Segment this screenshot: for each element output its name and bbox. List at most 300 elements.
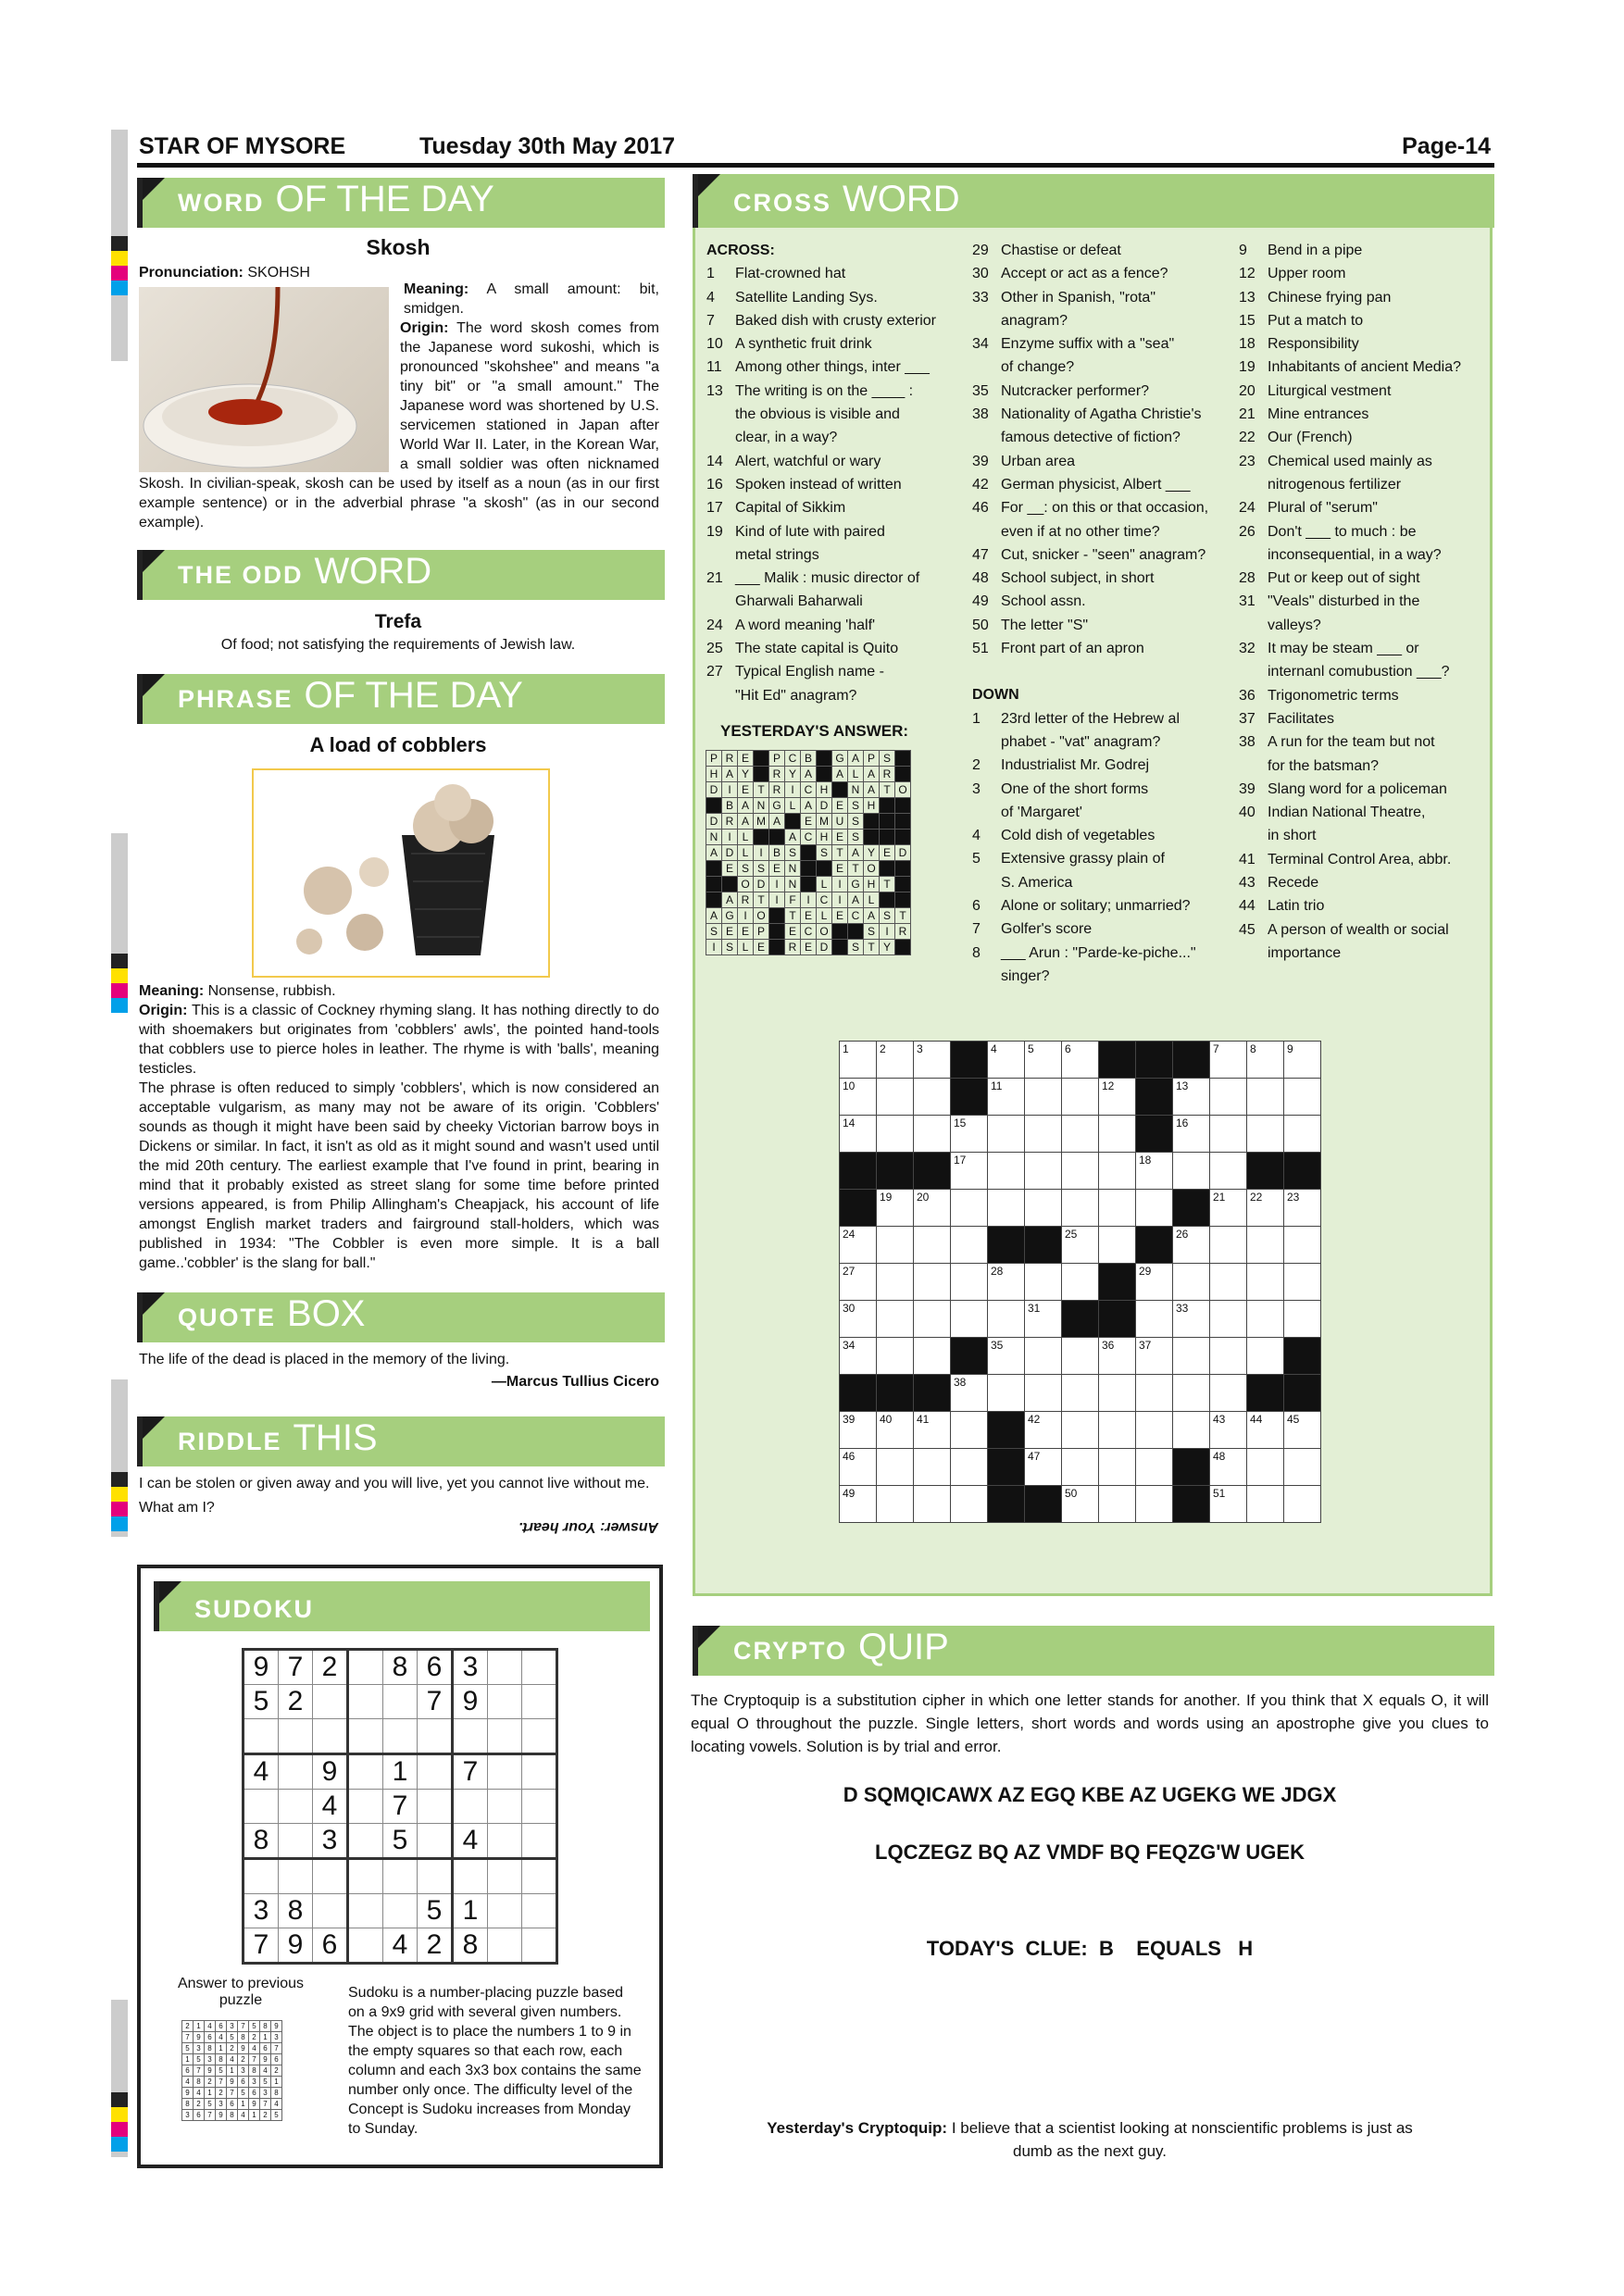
crossword-cell[interactable] bbox=[1062, 1375, 1099, 1412]
crossword-cell[interactable] bbox=[1062, 1079, 1099, 1116]
crossword-cell[interactable] bbox=[914, 1449, 951, 1486]
crossword-cell[interactable] bbox=[1210, 1116, 1247, 1153]
crossword-cell[interactable] bbox=[1284, 1449, 1321, 1486]
crossword-cell[interactable] bbox=[1247, 1264, 1284, 1301]
crossword-cell[interactable] bbox=[1025, 1375, 1062, 1412]
crossword-cell[interactable]: 26 bbox=[1173, 1227, 1210, 1264]
phrase-meaning: Meaning: Nonsense, rubbish. Origin: This is a classic of Cockney rhyming slang. It has nothing directly to do with shoemakers but originates from 'cobblers' awls', the pointed hand-tools that cobblers use to pierce holes in leather. The rhyme is with 'balls', meaning testicles. The phrase is often reduced to simply 'cobblers', which is now considered an acceptable vulgarism, as many may not be aware of its origin. 'Cobblers' sounds as though it might have been said by cheeky Victorian barrow boys in Dickens or similar. In fact, it isn't as old as it might sound and wasn't used until the mid 20th century. The earliest example that I've found in print, bearing in mind that it probably existed as street slang for some time before printed versions appeared, is from Philip Allingham's Cheapjack, his account of life amongst English market traders and fairground stall-holders, which was published in 1934: "The Cobbler is even more simple. It is a ball game..'cobbler' is the slang for ball." bbox=[139, 983, 660, 1271]
sudoku-cell[interactable] bbox=[348, 1894, 383, 1928]
crossword-cell[interactable] bbox=[1247, 1338, 1284, 1375]
crossword-cell[interactable]: 51 bbox=[1210, 1486, 1247, 1523]
crossword-cell[interactable] bbox=[877, 1264, 914, 1301]
crossword-cell[interactable] bbox=[877, 1338, 914, 1375]
crossword-cell[interactable] bbox=[1136, 1412, 1173, 1449]
crossword-cell[interactable]: 2 bbox=[877, 1042, 914, 1079]
sudoku-cell[interactable] bbox=[348, 1790, 383, 1824]
answer-cell: A bbox=[801, 767, 817, 782]
crossword-cell[interactable]: 24 bbox=[840, 1227, 877, 1264]
crossword-cell[interactable] bbox=[1136, 1375, 1173, 1412]
crossword-cell[interactable] bbox=[1173, 1412, 1210, 1449]
answer-cell: A bbox=[848, 892, 864, 908]
crossword-cell[interactable]: 43 bbox=[1210, 1412, 1247, 1449]
clue-item: famous detective of fiction? bbox=[1001, 430, 1181, 446]
prev-sudoku-cell: 2 bbox=[249, 2032, 260, 2043]
answer-cell: O bbox=[738, 877, 754, 892]
sudoku-cell[interactable] bbox=[244, 1790, 279, 1824]
crossword-cell[interactable] bbox=[988, 1116, 1025, 1153]
crossword-block bbox=[1247, 1153, 1284, 1190]
crossword-cell[interactable]: 42 bbox=[1025, 1412, 1062, 1449]
sudoku-cell[interactable] bbox=[348, 1754, 383, 1790]
crossword-cell[interactable] bbox=[951, 1449, 988, 1486]
sudoku-cell: 1 bbox=[383, 1754, 418, 1790]
answer-cell: P bbox=[706, 751, 722, 767]
crossword-cell[interactable] bbox=[1062, 1264, 1099, 1301]
crossword-cell[interactable]: 22 bbox=[1247, 1190, 1284, 1227]
crossword-cell[interactable]: 11 bbox=[988, 1079, 1025, 1116]
sudoku-cell[interactable] bbox=[279, 1824, 313, 1859]
crossword-cell[interactable] bbox=[1099, 1190, 1136, 1227]
clue-item: 1 Flat-crowned hat bbox=[706, 266, 846, 282]
crossword-cell[interactable] bbox=[1210, 1153, 1247, 1190]
clue-item: 4 Cold dish of vegetables bbox=[972, 828, 1156, 844]
crossword-cell[interactable] bbox=[1247, 1116, 1284, 1153]
clue-item: of change? bbox=[1001, 359, 1075, 376]
crossword-cell[interactable] bbox=[1247, 1486, 1284, 1523]
sudoku-cell[interactable] bbox=[453, 1859, 488, 1894]
prev-sudoku-cell: 4 bbox=[194, 2088, 205, 2099]
crossword-cell[interactable] bbox=[1210, 1264, 1247, 1301]
crossword-cell[interactable] bbox=[1099, 1486, 1136, 1523]
sudoku-cell[interactable] bbox=[522, 1754, 557, 1790]
sudoku-cell[interactable] bbox=[348, 1685, 383, 1719]
crossword-cell[interactable] bbox=[1247, 1449, 1284, 1486]
crossword-cell[interactable]: 15 bbox=[951, 1116, 988, 1153]
sudoku-cell[interactable] bbox=[453, 1719, 488, 1754]
crossword-cell[interactable] bbox=[1099, 1412, 1136, 1449]
crossword-cell[interactable]: 34 bbox=[840, 1338, 877, 1375]
crossword-block bbox=[1173, 1449, 1210, 1486]
crossword-cell[interactable] bbox=[951, 1301, 988, 1338]
crossword-cell[interactable] bbox=[1173, 1153, 1210, 1190]
prev-sudoku-cell: 6 bbox=[260, 2043, 271, 2054]
crossword-cell[interactable] bbox=[951, 1486, 988, 1523]
sudoku-cell[interactable] bbox=[418, 1824, 453, 1859]
answer-cell: L bbox=[738, 845, 754, 861]
crossword-cell[interactable]: 16 bbox=[1173, 1116, 1210, 1153]
sudoku-grid[interactable] bbox=[242, 1648, 558, 1965]
crossword-cell[interactable] bbox=[877, 1486, 914, 1523]
crossword-cell[interactable] bbox=[877, 1301, 914, 1338]
crossword-cell[interactable] bbox=[1025, 1079, 1062, 1116]
crossword-cell[interactable] bbox=[1284, 1079, 1321, 1116]
answer-cell: S bbox=[848, 830, 864, 845]
crossword-cell[interactable] bbox=[1247, 1079, 1284, 1116]
crossword-cell[interactable]: 3 bbox=[914, 1042, 951, 1079]
answer-cell: M bbox=[817, 814, 832, 830]
sudoku-cell[interactable] bbox=[279, 1859, 313, 1894]
crossword-cell[interactable] bbox=[877, 1449, 914, 1486]
crossword-cell[interactable] bbox=[1136, 1190, 1173, 1227]
clue-item: 44 Latin trio bbox=[1239, 898, 1325, 915]
sudoku-cell: 4 bbox=[244, 1754, 279, 1790]
crossword-cell[interactable] bbox=[1247, 1301, 1284, 1338]
crossword-cell[interactable] bbox=[1062, 1116, 1099, 1153]
crossword-cell[interactable]: 8 bbox=[1247, 1042, 1284, 1079]
crossword-cell[interactable] bbox=[951, 1190, 988, 1227]
sudoku-cell: 5 bbox=[418, 1894, 453, 1928]
answer-cell: S bbox=[738, 861, 754, 877]
sudoku-cell[interactable] bbox=[488, 1859, 522, 1894]
crossword-cell[interactable] bbox=[1062, 1412, 1099, 1449]
sudoku-cell: 9 bbox=[453, 1685, 488, 1719]
crossword-cell[interactable]: 36 bbox=[1099, 1338, 1136, 1375]
sudoku-cell[interactable] bbox=[348, 1719, 383, 1754]
clue-item: 39 Slang word for a policeman bbox=[1239, 780, 1447, 797]
answer-block bbox=[754, 830, 769, 845]
crossword-cell[interactable]: 29 bbox=[1136, 1264, 1173, 1301]
crossword-cell[interactable]: 25 bbox=[1062, 1227, 1099, 1264]
crossword-cell[interactable]: 27 bbox=[840, 1264, 877, 1301]
crossword-cell[interactable] bbox=[1099, 1449, 1136, 1486]
crossword-cell[interactable]: 13 bbox=[1173, 1079, 1210, 1116]
answer-cell: C bbox=[801, 924, 817, 940]
answer-cell: T bbox=[864, 940, 880, 955]
answer-cell: S bbox=[848, 814, 864, 830]
sudoku-cell[interactable] bbox=[279, 1754, 313, 1790]
crossword-cell[interactable]: 21 bbox=[1210, 1190, 1247, 1227]
crossword-cell[interactable] bbox=[988, 1153, 1025, 1190]
crossword-cell[interactable] bbox=[1210, 1079, 1247, 1116]
sudoku-cell[interactable] bbox=[522, 1719, 557, 1754]
crossword-cell[interactable] bbox=[877, 1116, 914, 1153]
sudoku-cell[interactable] bbox=[418, 1754, 453, 1790]
answer-cell: I bbox=[769, 892, 785, 908]
prev-sudoku-cell: 9 bbox=[227, 2077, 238, 2088]
answer-cell: B bbox=[801, 751, 817, 767]
sudoku-cell[interactable] bbox=[244, 1859, 279, 1894]
crossword-cell[interactable]: 40 bbox=[877, 1412, 914, 1449]
sudoku-cell[interactable] bbox=[313, 1685, 348, 1719]
crossword-cell[interactable] bbox=[1284, 1116, 1321, 1153]
prev-sudoku-cell: 8 bbox=[249, 2065, 260, 2077]
clue-item: 22 Our (French) bbox=[1239, 430, 1353, 446]
color-mark bbox=[111, 2137, 128, 2152]
sudoku-cell[interactable] bbox=[383, 1685, 418, 1719]
sudoku-cell: 6 bbox=[418, 1650, 453, 1685]
answer-cell: E bbox=[832, 908, 848, 924]
sudoku-cell[interactable] bbox=[279, 1719, 313, 1754]
sudoku-cell[interactable] bbox=[488, 1790, 522, 1824]
answer-cell: A bbox=[722, 767, 738, 782]
crossword-cell[interactable] bbox=[988, 1375, 1025, 1412]
answer-cell: E bbox=[832, 830, 848, 845]
clue-item: 26 Don't ___ to much : be bbox=[1239, 523, 1417, 540]
prev-sudoku-cell: 1 bbox=[260, 2032, 271, 2043]
answer-cell: T bbox=[880, 782, 895, 798]
crossword-cell[interactable]: 35 bbox=[988, 1338, 1025, 1375]
answer-cell: I bbox=[706, 940, 722, 955]
crossword-cell[interactable] bbox=[914, 1301, 951, 1338]
crossword-cell[interactable] bbox=[1099, 1227, 1136, 1264]
prev-sudoku-cell: 4 bbox=[249, 2043, 260, 2054]
answer-cell: R bbox=[722, 751, 738, 767]
crossword-cell[interactable] bbox=[1173, 1338, 1210, 1375]
crossword-cell[interactable]: 10 bbox=[840, 1079, 877, 1116]
crossword-cell[interactable]: 14 bbox=[840, 1116, 877, 1153]
answer-cell: L bbox=[785, 798, 801, 814]
word-of-day-word: Skosh bbox=[366, 235, 431, 259]
crossword-cell[interactable] bbox=[988, 1301, 1025, 1338]
crossword-cell[interactable] bbox=[1173, 1264, 1210, 1301]
sudoku-cell[interactable] bbox=[313, 1719, 348, 1754]
sudoku-cell[interactable] bbox=[279, 1790, 313, 1824]
sudoku-cell[interactable] bbox=[488, 1650, 522, 1685]
sudoku-cell[interactable] bbox=[418, 1859, 453, 1894]
crossword-cell[interactable]: 39 bbox=[840, 1412, 877, 1449]
clue-item: "Hit Ed" anagram? bbox=[735, 687, 857, 704]
color-mark bbox=[111, 266, 128, 281]
crossword-cell[interactable] bbox=[914, 1227, 951, 1264]
prev-sudoku-cell: 8 bbox=[238, 2032, 249, 2043]
crossword-cell[interactable] bbox=[1062, 1449, 1099, 1486]
clue-item: inconsequential, in a way? bbox=[1268, 546, 1442, 563]
crossword-cell[interactable]: 50 bbox=[1062, 1486, 1099, 1523]
prev-sudoku-cell: 1 bbox=[205, 2088, 216, 2099]
sudoku-cell[interactable] bbox=[348, 1859, 383, 1894]
crossword-cell[interactable] bbox=[1247, 1227, 1284, 1264]
clue-item: 40 Indian National Theatre, bbox=[1239, 805, 1426, 821]
sudoku-cell: 1 bbox=[453, 1894, 488, 1928]
sudoku-cell[interactable] bbox=[453, 1790, 488, 1824]
crossword-cell[interactable] bbox=[914, 1116, 951, 1153]
answer-block bbox=[817, 751, 832, 767]
previous-sudoku-grid bbox=[181, 2020, 282, 2121]
clue-item: 15 Put a match to bbox=[1239, 312, 1364, 329]
crossword-cell[interactable] bbox=[1025, 1190, 1062, 1227]
sudoku-cell[interactable] bbox=[313, 1859, 348, 1894]
crossword-cell[interactable] bbox=[1284, 1301, 1321, 1338]
odd-word-definition: Of food; not satisfying the requirements of Jewish law. bbox=[220, 637, 576, 653]
clue-item: 41 Terminal Control Area, abbr. bbox=[1239, 851, 1452, 867]
down-clues-col3 bbox=[1239, 239, 1489, 965]
crossword-cell[interactable] bbox=[1284, 1486, 1321, 1523]
crossword-cell[interactable] bbox=[877, 1079, 914, 1116]
sudoku-cell[interactable] bbox=[348, 1824, 383, 1859]
answer-cell: R bbox=[785, 940, 801, 955]
crossword-cell[interactable]: 5 bbox=[1025, 1042, 1062, 1079]
crossword-cell[interactable] bbox=[1025, 1153, 1062, 1190]
answer-cell: N bbox=[754, 798, 769, 814]
crossword-banner: CROSS WORD bbox=[693, 174, 1494, 228]
answer-cell: E bbox=[801, 814, 817, 830]
crossword-cell[interactable]: 17 bbox=[951, 1153, 988, 1190]
answer-cell: A bbox=[785, 830, 801, 845]
crossword-cell[interactable] bbox=[951, 1227, 988, 1264]
clue-item: 25 The state capital is Quito bbox=[706, 641, 899, 657]
prev-sudoku-cell: 7 bbox=[216, 2077, 227, 2088]
cryptoquip-line1: D SQMQICAWX AZ EGQ KBE AZ UGEKG WE JDGX bbox=[843, 1783, 1337, 1806]
crossword-cell[interactable] bbox=[1062, 1338, 1099, 1375]
crossword-cell[interactable]: 46 bbox=[840, 1449, 877, 1486]
crossword-cell[interactable] bbox=[914, 1486, 951, 1523]
crossword-cell[interactable] bbox=[1284, 1227, 1321, 1264]
crossword-block bbox=[951, 1042, 988, 1079]
crossword-cell[interactable]: 4 bbox=[988, 1042, 1025, 1079]
sudoku-cell[interactable] bbox=[522, 1790, 557, 1824]
crossword-cell[interactable]: 19 bbox=[877, 1190, 914, 1227]
color-mark bbox=[111, 2107, 128, 2122]
crossword-cell[interactable] bbox=[1210, 1375, 1247, 1412]
crossword-cell[interactable]: 6 bbox=[1062, 1042, 1099, 1079]
crossword-cell[interactable]: 28 bbox=[988, 1264, 1025, 1301]
prev-sudoku-cell: 1 bbox=[194, 2021, 205, 2032]
sudoku-cell[interactable] bbox=[522, 1685, 557, 1719]
answer-cell: T bbox=[832, 845, 848, 861]
crossword-cell[interactable] bbox=[1025, 1264, 1062, 1301]
across-clues-col1 bbox=[706, 239, 975, 707]
crossword-cell[interactable]: 48 bbox=[1210, 1449, 1247, 1486]
answer-cell: A bbox=[722, 892, 738, 908]
cryptoquip-banner: CRYPTO QUIP bbox=[693, 1626, 1494, 1676]
crossword-cell[interactable] bbox=[1136, 1301, 1173, 1338]
clue-item: 12 Upper room bbox=[1239, 266, 1346, 282]
clue-item: 42 German physicist, Albert ___ bbox=[972, 476, 1191, 493]
sudoku-cell[interactable] bbox=[522, 1859, 557, 1894]
answer-cell: C bbox=[785, 751, 801, 767]
clue-item: 33 Other in Spanish, "rota" bbox=[972, 289, 1156, 306]
clue-item: in short bbox=[1268, 828, 1317, 844]
answer-cell: A bbox=[832, 767, 848, 782]
crossword-cell[interactable]: 44 bbox=[1247, 1412, 1284, 1449]
crossword-cell[interactable] bbox=[1136, 1486, 1173, 1523]
crossword-cell[interactable] bbox=[877, 1227, 914, 1264]
crossword-cell[interactable] bbox=[914, 1338, 951, 1375]
crossword-cell[interactable]: 47 bbox=[1025, 1449, 1062, 1486]
clue-item: 3 One of the short forms bbox=[972, 780, 1149, 797]
clue-item: 28 Put or keep out of sight bbox=[1239, 570, 1420, 587]
crossword-cell[interactable]: 23 bbox=[1284, 1190, 1321, 1227]
crossword-cell[interactable]: 31 bbox=[1025, 1301, 1062, 1338]
crossword-cell[interactable]: 12 bbox=[1099, 1079, 1136, 1116]
crossword-cell[interactable] bbox=[1062, 1153, 1099, 1190]
crossword-cell[interactable] bbox=[1210, 1338, 1247, 1375]
pronunciation: Pronunciation: SKOHSH bbox=[139, 265, 310, 281]
sudoku-cell[interactable] bbox=[418, 1719, 453, 1754]
sudoku-cell[interactable] bbox=[383, 1859, 418, 1894]
crossword-cell[interactable] bbox=[1099, 1116, 1136, 1153]
crossword-cell[interactable] bbox=[1284, 1264, 1321, 1301]
crossword-cell[interactable] bbox=[1062, 1190, 1099, 1227]
clue-item: of 'Margaret' bbox=[1001, 804, 1082, 820]
crossword-cell[interactable] bbox=[988, 1190, 1025, 1227]
crossword-cell[interactable] bbox=[1210, 1301, 1247, 1338]
sudoku-cell[interactable] bbox=[348, 1650, 383, 1685]
crossword-cell[interactable] bbox=[1099, 1375, 1136, 1412]
answer-block bbox=[880, 892, 895, 908]
crossword-cell[interactable] bbox=[951, 1264, 988, 1301]
crossword-block bbox=[1025, 1227, 1062, 1264]
crossword-cell[interactable] bbox=[1025, 1338, 1062, 1375]
crossword-cell[interactable] bbox=[951, 1412, 988, 1449]
sudoku-cell[interactable] bbox=[244, 1719, 279, 1754]
sudoku-cell[interactable] bbox=[313, 1894, 348, 1928]
clue-item: clear, in a way? bbox=[735, 430, 838, 446]
clue-item: for the batsman? bbox=[1268, 757, 1380, 774]
prev-sudoku-cell: 1 bbox=[238, 2099, 249, 2110]
sudoku-cell[interactable] bbox=[488, 1719, 522, 1754]
crossword-grid[interactable] bbox=[839, 1041, 1321, 1523]
sudoku-cell[interactable] bbox=[522, 1928, 557, 1964]
answer-cell: T bbox=[754, 892, 769, 908]
crossword-cell[interactable]: 45 bbox=[1284, 1412, 1321, 1449]
sudoku-cell[interactable] bbox=[488, 1894, 522, 1928]
clue-item: metal strings bbox=[735, 546, 819, 563]
crossword-cell[interactable] bbox=[914, 1079, 951, 1116]
crossword-cell[interactable]: 7 bbox=[1210, 1042, 1247, 1079]
sudoku-cell[interactable] bbox=[488, 1754, 522, 1790]
crossword-cell[interactable] bbox=[1099, 1153, 1136, 1190]
crossword-cell[interactable]: 30 bbox=[840, 1301, 877, 1338]
prev-sudoku-cell: 4 bbox=[238, 2110, 249, 2121]
clue-item: 32 It may be steam ___ or bbox=[1239, 641, 1419, 657]
sudoku-cell[interactable] bbox=[522, 1894, 557, 1928]
sudoku-cell[interactable] bbox=[488, 1928, 522, 1964]
crossword-cell[interactable]: 18 bbox=[1136, 1153, 1173, 1190]
crossword-cell[interactable]: 1 bbox=[840, 1042, 877, 1079]
crossword-cell[interactable]: 49 bbox=[840, 1486, 877, 1523]
crossword-cell[interactable]: 33 bbox=[1173, 1301, 1210, 1338]
sudoku-cell[interactable] bbox=[522, 1650, 557, 1685]
crossword-cell[interactable] bbox=[1136, 1449, 1173, 1486]
clue-item: 23 Chemical used mainly as bbox=[1239, 453, 1432, 469]
word-origin: Origin: The word skosh comes from the Japanese word sukoshi, which is pronounced "skohshee" and means "a tiny bit" or "a small amount." The Japanese word was shortened by U.S. servicemen stationed in Japan after World War II. Later, in the Korean War, a small soldier was often nicknamed Skosh. In civilian-speak, skosh can be used by itself as a noun (as in our first example sentence) or in the adverbial phrase "a skosh" (as in our second example). bbox=[139, 320, 660, 530]
color-mark bbox=[111, 236, 128, 251]
crossword-block bbox=[1025, 1486, 1062, 1523]
sudoku-cell[interactable] bbox=[488, 1824, 522, 1859]
clue-item: the obvious is visible and bbox=[735, 406, 900, 423]
crossword-block bbox=[877, 1153, 914, 1190]
sudoku-cell[interactable] bbox=[383, 1719, 418, 1754]
crossword-cell[interactable]: 41 bbox=[914, 1412, 951, 1449]
crossword-cell[interactable] bbox=[1173, 1375, 1210, 1412]
crossword-cell[interactable] bbox=[914, 1264, 951, 1301]
page-header bbox=[137, 130, 1494, 168]
sudoku-cell: 8 bbox=[244, 1824, 279, 1859]
sudoku-cell[interactable] bbox=[488, 1685, 522, 1719]
crossword-cell[interactable]: 37 bbox=[1136, 1338, 1173, 1375]
prev-sudoku-cell: 5 bbox=[205, 2099, 216, 2110]
answer-cell: S bbox=[880, 751, 895, 767]
answer-cell: C bbox=[801, 782, 817, 798]
sudoku-cell[interactable] bbox=[522, 1824, 557, 1859]
answer-cell: O bbox=[754, 908, 769, 924]
sudoku-cell[interactable] bbox=[418, 1790, 453, 1824]
crossword-cell[interactable]: 38 bbox=[951, 1375, 988, 1412]
prev-sudoku-cell: 1 bbox=[249, 2110, 260, 2121]
prev-sudoku-cell: 9 bbox=[260, 2054, 271, 2065]
sudoku-cell[interactable] bbox=[348, 1928, 383, 1964]
color-mark bbox=[111, 1472, 128, 1487]
crossword-cell[interactable]: 20 bbox=[914, 1190, 951, 1227]
sudoku-cell[interactable] bbox=[383, 1894, 418, 1928]
cryptoquip-intro: The Cryptoquip is a substitution cipher in which one letter stands for another. If you think that X equals O, it will equal O throughout the puzzle. Single letters, short words and words using an apostrophe give you clues to locating vowels. Solution is by trial and error. bbox=[691, 1691, 1489, 1755]
prev-sudoku-cell: 4 bbox=[227, 2054, 238, 2065]
crossword-cell[interactable] bbox=[1210, 1227, 1247, 1264]
crossword-cell[interactable]: 9 bbox=[1284, 1042, 1321, 1079]
crossword-cell[interactable] bbox=[1025, 1116, 1062, 1153]
clue-item: S. America bbox=[1001, 874, 1073, 891]
